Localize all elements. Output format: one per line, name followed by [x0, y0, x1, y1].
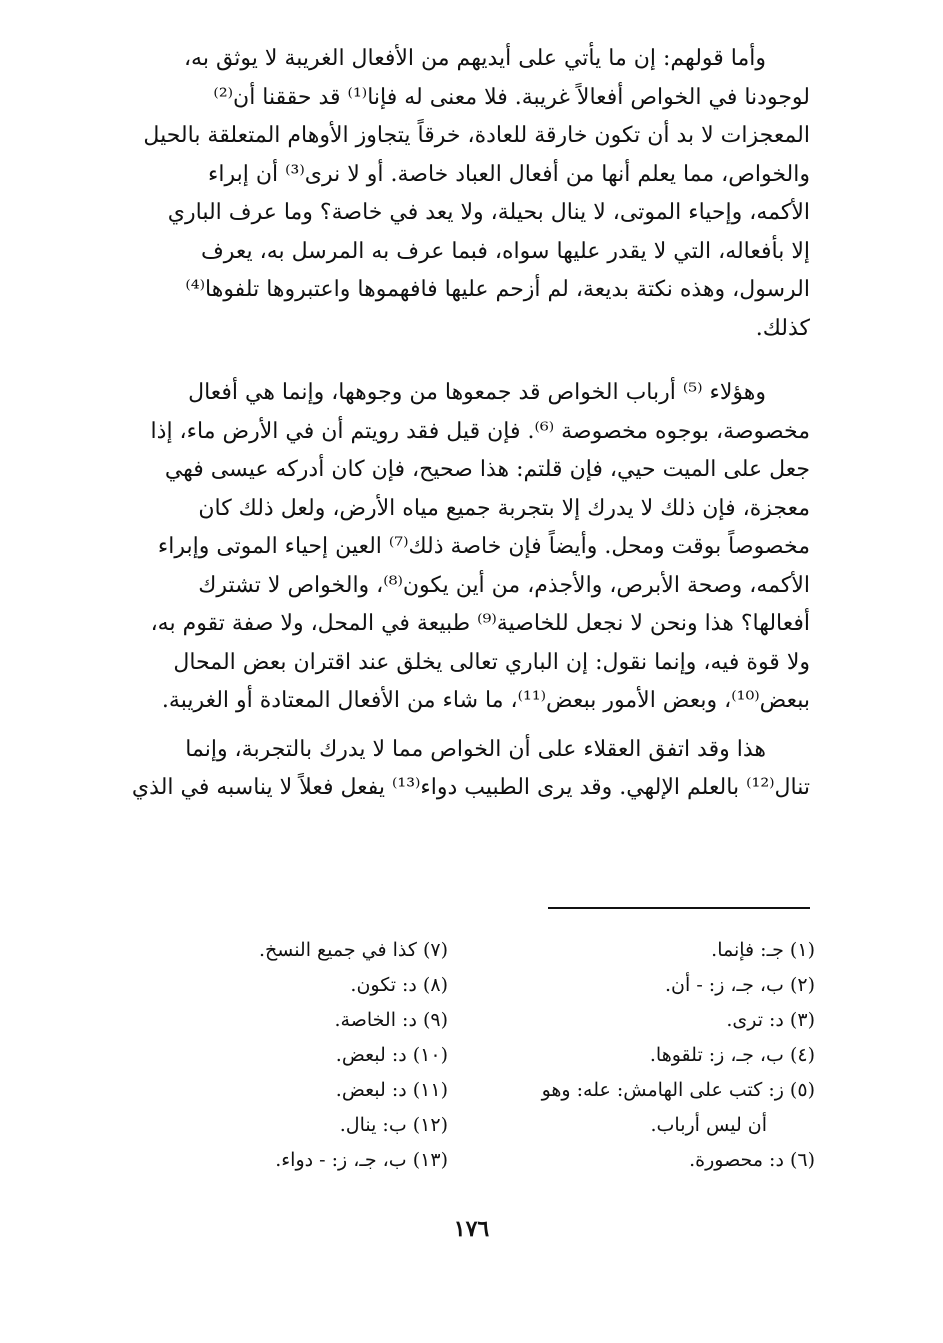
footnote: (١٠) د: لبعض. [335, 1044, 448, 1066]
text-line: والخواص، مما يعلم أنها من أفعال العباد خاصة. أو لا نرى⁽³⁾ أن إبراء [208, 161, 810, 187]
text-line: وأما قولهم: إن ما يأتي على أيديهم من الأفعال الغريبة لا يوثق به، [183, 46, 766, 71]
footnote: (١) جـ: فإنما. [711, 939, 815, 961]
text-line: هذا وقد اتفق العقلاء على أن الخواص مما لا يدرك بالتجربة، وإنما [185, 736, 766, 762]
text-line: معجزة، فإن ذلك لا يدرك إلا بتجربة جميع مياه الأرض، ولعل ذلك كان [198, 495, 810, 521]
text-line: إلا بأفعاله، التي لا يقدر عليها سواه، فبما عرف به المرسل به، يعرف [200, 238, 810, 264]
footnote: (٨) د: تكون. [350, 974, 448, 996]
text-line: جعل على الميت حيي، فإن قلتم: هذا صحيح، فإن كان أدركه عيسى فهي [164, 457, 810, 482]
footnote: (٢) ب، جـ، ز: - أن. [665, 974, 815, 996]
text-line: كذلك. [755, 315, 810, 341]
text-line: لوجودنا في الخواص أفعالاً غريبة. فلا معنى له فإنا⁽¹⁾ قد حققنا أن⁽²⁾ [213, 84, 810, 110]
footnote: (٧) كذا في جميع النسخ. [258, 939, 448, 961]
footnote: (٤) ب، جـ، ز: تلقوها. [649, 1044, 815, 1066]
paragraph-3 [100, 731, 810, 808]
text-line: الأكمه، وإحياء الموتى، لا ينال بحيلة، ولا يعد في خاصة؟ وما عرف الباري [167, 200, 810, 225]
text-line: المعجزات لا بد أن تكون خارقة للعادة، خرقاً يتجاوز الأوهام المتعلقة بالحيل [143, 123, 810, 148]
text-line: ولا قوة فيه، وإنما نقول: إن الباري تعالى يخلق عند اقتران بعض المحال [173, 649, 810, 675]
footnote: (٦) د: محصورة. [689, 1149, 815, 1171]
footnotes-left-column [210, 933, 448, 1178]
footnote: (٣) د: ترى. [726, 1009, 815, 1031]
footnote-continuation: أن ليس أرباب. [650, 1114, 767, 1136]
text-line: الرسول، وهذه نكتة بديعة، لم أزحم عليها فافهموها واعتبروها تلفوها⁽⁴⁾ [185, 277, 810, 302]
paragraph-spacer [100, 721, 810, 731]
footnotes-right-column [470, 933, 815, 1178]
main-text [100, 40, 810, 808]
text-line: وهؤلاء ⁽⁵⁾ أرباب الخواص قد جمعوها من وجوهها، وإنما هي أفعال [188, 380, 766, 405]
text-line: الأكمه، وصحة الأبرص، والأجذم، من أين يكون⁽⁸⁾، والخواص لا تشترك [198, 572, 810, 598]
footnote: (٥) ز: كتب على الهامش: عله: وهو [541, 1079, 815, 1101]
text-line: أفعالها؟ هذا ونحن لا نجعل للخاصية⁽⁹⁾ طبيعة في المحل، ولا صفة تقوم به، [150, 611, 810, 636]
paragraph-spacer [100, 348, 810, 374]
footnote: (١٢) ب: ينال. [339, 1114, 448, 1136]
page-number: ١٧٦ [453, 1216, 490, 1242]
paragraph-2 [100, 374, 810, 721]
text-line: مخصوصاً بوقت ومحل. وأيضاً فإن خاصة ذلك⁽⁷⁾ العين إحياء الموتى وإبراء [157, 534, 810, 559]
text-line: مخصوصة، بوجوه مخصوصة ⁽⁶⁾. فإن قيل فقد رويتم أن في الأرض ماء، إذا [150, 418, 810, 444]
text-line: ببعض⁽¹⁰⁾، وبعض الأمور ببعض⁽¹¹⁾، ما شاء من الأفعال المعتادة أو الغريبة. [161, 688, 810, 713]
footnote: (٩) د: الخاصة. [334, 1009, 448, 1031]
text-line: تنال⁽¹²⁾ بالعلم الإلهي. وقد يرى الطبيب دواء⁽¹³⁾ يفعل فعلاً لا يناسبه في الذي [131, 775, 810, 800]
footnote: (١١) د: لبعض. [335, 1079, 448, 1101]
footnote: (١٣) ب، جـ، ز: - دواء. [275, 1149, 448, 1171]
footnote-separator [548, 907, 810, 909]
paragraph-1 [100, 40, 810, 348]
